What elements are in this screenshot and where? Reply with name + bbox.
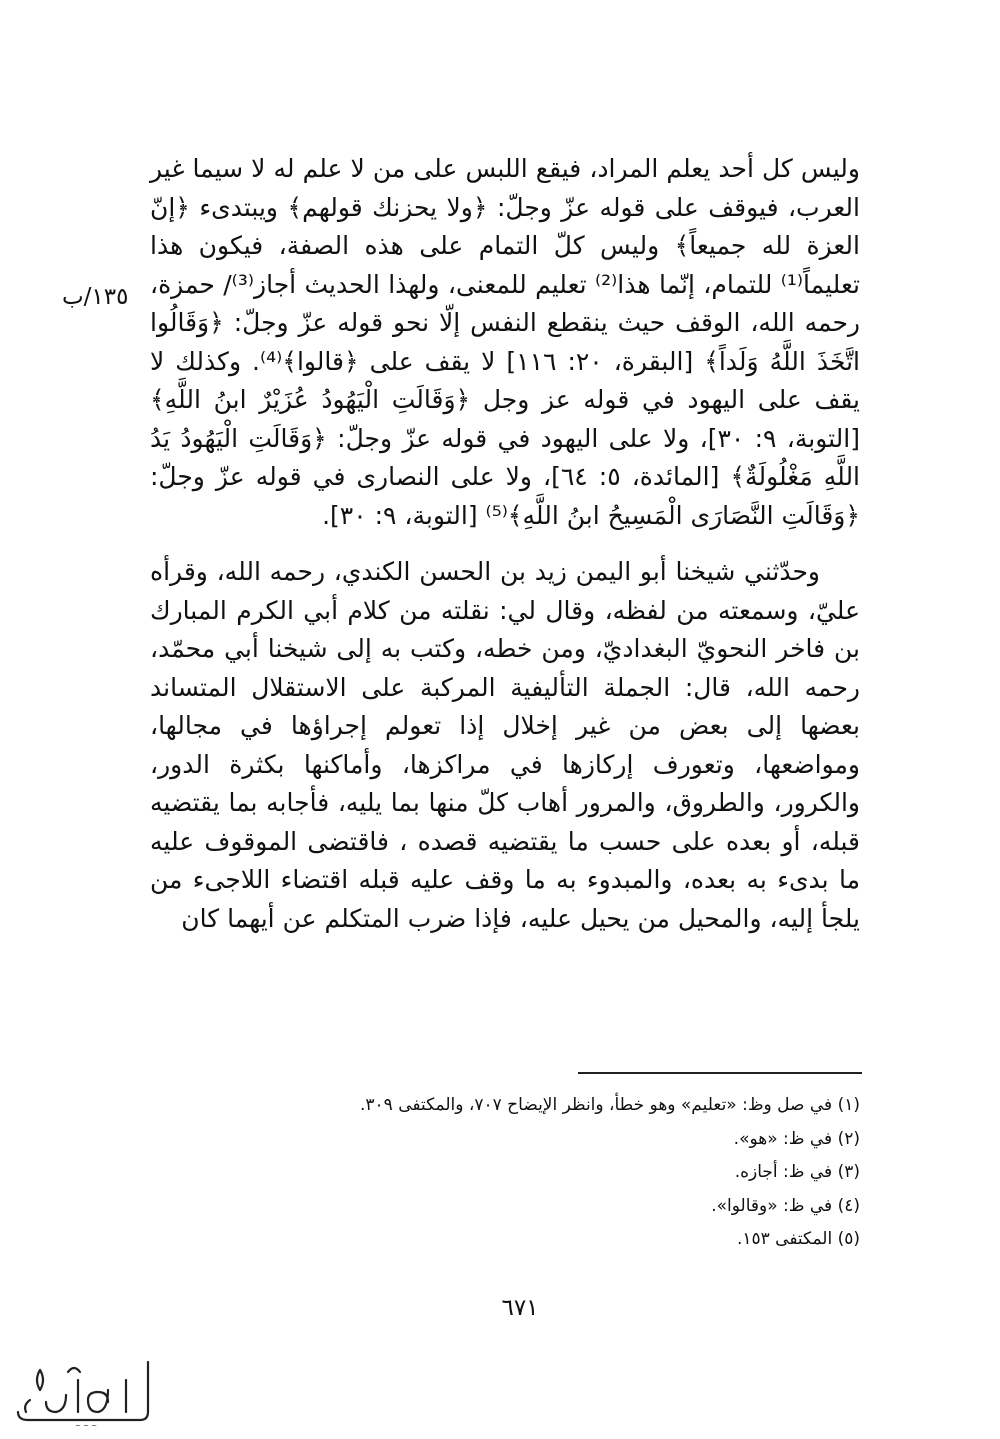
footnotes — [300, 1089, 860, 1257]
footnote-4: (٤) في ظ: «وقالوا». — [711, 1195, 860, 1216]
paragraph-2: وحدّثني شيخنا أبو اليمن زيد بن الحسن الكندي، رحمه الله، وقرأه عليّ، وسمعته من لفظه، وقال لي: نقلته من كلام أبي الكرم المبارك بن فاخر النحويّ البغداديّ، ومن خطه، وكتب به إلى شيخنا أبي محمّد، رحمه الله، قال: الجملة التأليفية المركبة على الاستقلال المتساند بعضها إلى بعض من غير إخلال إذا تعولم إجراؤها في مجالها، ومواضعها، وتعورف إركازها في مراكزها، وأماكنها بكثرة الدور، والكرور، والطروق، والمرور أهاب كلّ منها بما يليه، فأجابه بما يقتضيه قبله، أو بعده على حسب ما يقتضيه قصده ، فاقتضى الموقوف عليه ما بدىء به بعده، والمبدوء به ما وقف عليه قبله اقتضاء اللاجىء من يلجأ إليه، والمحيل من يحيل عليه، فإذا ضرب المتكلم عن أيهما كان — [150, 557, 860, 933]
paragraph-1: وليس كل أحد يعلم المراد، فيقع اللبس على من لا علم له لا سيما غير العرب، فيوقف على قوله عزّ وجلّ: ﴿ولا يحزنك قولهم﴾ ويبتدىء ﴿إنّ العزة لله جميعاً﴾ وليس كلّ التمام على هذه الصفة، فيكون هذا تعليماً⁽¹⁾ للتمام، إنّما هذا⁽²⁾ تعليم للمعنى، ولهذا الحديث أجاز⁽³⁾/ حمزة، رحمه الله، الوقف حيث ينقطع النفس إلّا نحو قوله عزّ وجلّ: ﴿وَقَالُوا اتَّخَذَ اللَّهُ وَلَداً﴾ [البقرة، ٢٠: ١١٦] لا يقف على ﴿قالوا﴾⁽⁴⁾. وكذلك لا يقف على اليهود في قوله عز وجل ﴿وَقَالَتِ الْيَهُودُ عُزَيْرٌ ابنُ اللَّهِ﴾ [التوبة، ٩: ٣٠]، ولا على اليهود في قوله عزّ وجلّ: ﴿وَقَالَتِ الْيَهُودُ يَدُ اللَّهِ مَغْلُولَةٌ﴾ [المائدة، ٥: ٦٤]، ولا على النصارى في قوله عزّ وجلّ: ﴿وَقَالَتِ النَّصَارَى الْمَسِيحُ ابنُ اللَّهِ﴾⁽⁵⁾ [التوبة، ٩: ٣٠]. — [150, 154, 861, 530]
publisher-logo — [8, 1350, 163, 1430]
svg-text:~ ~ ~: ~ ~ ~ — [74, 1422, 98, 1430]
footnote-3: (٣) في ظ: أجازه. — [734, 1162, 860, 1182]
footnote-2: (٢) في ظ: «هو». — [733, 1128, 860, 1149]
footnote-divider — [578, 1072, 862, 1074]
footnote-5: (٥) المكتفى ١٥٣. — [736, 1229, 860, 1249]
main-text — [150, 150, 860, 938]
page-number: ٦٧١ — [501, 1295, 539, 1321]
manuscript-folio-note: ١٣٥/ب — [62, 284, 129, 310]
footnote-1: (١) في صل وظ: «تعليم» وهو خطأ، وانظر الإيضاح ٧٠٧، والمكتفى ٣٠٩. — [360, 1095, 860, 1115]
